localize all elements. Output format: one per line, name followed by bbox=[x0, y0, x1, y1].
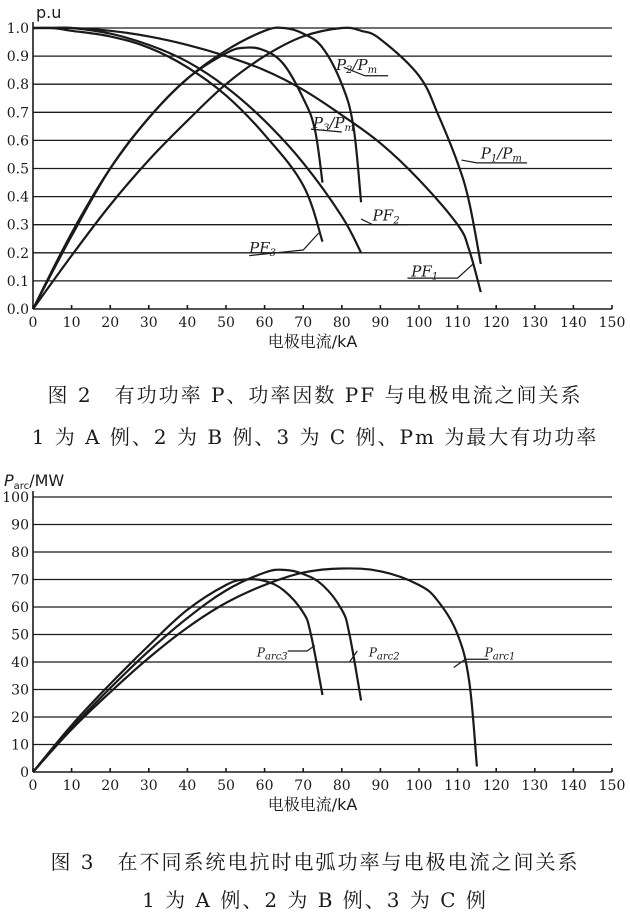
chart2-xtick-label: 90 bbox=[371, 778, 390, 794]
series-line-Parc1 bbox=[33, 568, 477, 772]
chart2-xtick-label: 40 bbox=[178, 778, 197, 794]
chart1-xtick-label: 100 bbox=[405, 315, 433, 331]
chart1-xtick-label: 140 bbox=[560, 315, 587, 331]
chart2-ytick-label: 50 bbox=[11, 627, 29, 644]
chart2-ytick-label: 100 bbox=[2, 490, 29, 506]
chart1-ytick-label: 1.0 bbox=[6, 21, 29, 37]
chart2-ytick-label: 60 bbox=[11, 600, 29, 616]
chart1-y-axis-label: p.u bbox=[36, 3, 62, 22]
chart1-xtick-label: 40 bbox=[178, 315, 197, 331]
chart2-xtick-label: 0 bbox=[28, 778, 38, 794]
chart1-ytick-label: 0.8 bbox=[6, 77, 29, 94]
label-pf3: $PF_3$ bbox=[249, 238, 277, 259]
chart2-xtick-label: 120 bbox=[482, 778, 510, 794]
chart2-ytick-label: 80 bbox=[11, 545, 29, 561]
chart1-ytick-label: 0.1 bbox=[6, 273, 29, 290]
chart1-xtick-label: 90 bbox=[371, 315, 390, 331]
chart1-xtick-label: 130 bbox=[521, 315, 549, 331]
chart2-xtick-label: 30 bbox=[139, 778, 158, 794]
chart2-ytick-label: 10 bbox=[11, 737, 29, 754]
chart-arc-power bbox=[0, 462, 630, 818]
chart1-ytick-label: 0.9 bbox=[6, 49, 29, 66]
chart2-xtick-label: 10 bbox=[62, 778, 81, 794]
chart2-y-axis-label: Parc/MW bbox=[4, 471, 65, 492]
series-line-Parc2 bbox=[33, 570, 361, 772]
label-parc1: $P_{arc1}$ bbox=[484, 645, 516, 663]
chart1-ytick-label: 0.2 bbox=[6, 245, 29, 262]
chart-power-factor bbox=[0, 0, 630, 360]
chart1-ytick-label: 0.3 bbox=[6, 217, 29, 234]
chart2-ytick-label: 40 bbox=[11, 655, 29, 671]
chart1-xtick-label: 150 bbox=[598, 315, 626, 331]
chart2-xtick-label: 130 bbox=[521, 778, 549, 794]
series-line-P3/Pm bbox=[33, 47, 323, 309]
chart1-xtick-label: 20 bbox=[101, 315, 120, 331]
chart2-xtick-label: 100 bbox=[405, 778, 433, 794]
series-line-Parc3 bbox=[33, 579, 323, 772]
chart1-xtick-label: 60 bbox=[255, 315, 274, 331]
chart2-xtick-label: 20 bbox=[101, 778, 120, 794]
chart1-ytick-label: 0.5 bbox=[6, 161, 29, 178]
label-parc3: $P_{arc3}$ bbox=[256, 645, 288, 663]
chart2-xtick-label: 150 bbox=[598, 778, 626, 794]
chart1-ytick-label: 0.4 bbox=[6, 189, 29, 206]
chart1-xtick-label: 70 bbox=[294, 315, 313, 331]
leader-parc3 bbox=[288, 646, 315, 652]
chart1-xtick-label: 30 bbox=[139, 315, 158, 331]
figure3-caption-title: 图 3 在不同系统电抗时电弧功率与电极电流之间关系 bbox=[50, 850, 580, 874]
chart1-ytick-label: 0.6 bbox=[6, 133, 29, 150]
chart1-xtick-label: 110 bbox=[444, 315, 471, 331]
chart2-x-axis-label: 电极电流/kA bbox=[267, 795, 358, 814]
chart2-ytick-label: 20 bbox=[11, 710, 29, 726]
chart2-ytick-label: 0 bbox=[20, 765, 29, 781]
chart2-xtick-label: 60 bbox=[255, 778, 274, 794]
chart1-xtick-label: 10 bbox=[62, 315, 81, 331]
chart1-xtick-label: 50 bbox=[217, 315, 235, 331]
figure2-caption-note: 1 为 A 例、2 为 B 例、3 为 C 例、Pm 为最大有功功率 bbox=[31, 425, 599, 449]
chart2-xtick-label: 140 bbox=[560, 778, 587, 794]
chart2-ytick-label: 90 bbox=[11, 517, 29, 534]
chart1-xtick-label: 80 bbox=[332, 315, 351, 331]
label-p2-pm: $P_2/P_m$ bbox=[336, 56, 378, 77]
label-p1-pm: $P_1/P_m$ bbox=[480, 144, 522, 165]
chart2-ytick-label: 30 bbox=[11, 682, 29, 699]
label-pf1: $PF_1$ bbox=[411, 262, 439, 283]
label-parc2: $P_{arc2}$ bbox=[368, 645, 400, 663]
chart1-ytick-label: 0.0 bbox=[6, 302, 29, 318]
chart2-xtick-label: 70 bbox=[294, 778, 313, 794]
leader-parc1 bbox=[454, 659, 489, 667]
chart2-xtick-label: 50 bbox=[217, 778, 235, 794]
chart2-xtick-label: 110 bbox=[444, 778, 471, 794]
chart1-ytick-label: 0.7 bbox=[6, 105, 29, 122]
chart1-xtick-label: 0 bbox=[28, 315, 38, 331]
chart2-ytick-label: 70 bbox=[11, 572, 29, 589]
label-pf2: $PF_2$ bbox=[372, 206, 400, 227]
figure3-caption-note: 1 为 A 例、2 为 B 例、3 为 C 例 bbox=[142, 888, 488, 912]
figure2-caption-title: 图 2 有功功率 P、功率因数 PF 与电极电流之间关系 bbox=[47, 383, 583, 407]
chart1-x-axis-label: 电极电流/kA bbox=[267, 332, 358, 351]
label-p3-pm: $P_3/P_m$ bbox=[312, 113, 354, 134]
chart1-xtick-label: 120 bbox=[482, 315, 510, 331]
chart2-xtick-label: 80 bbox=[332, 778, 351, 794]
